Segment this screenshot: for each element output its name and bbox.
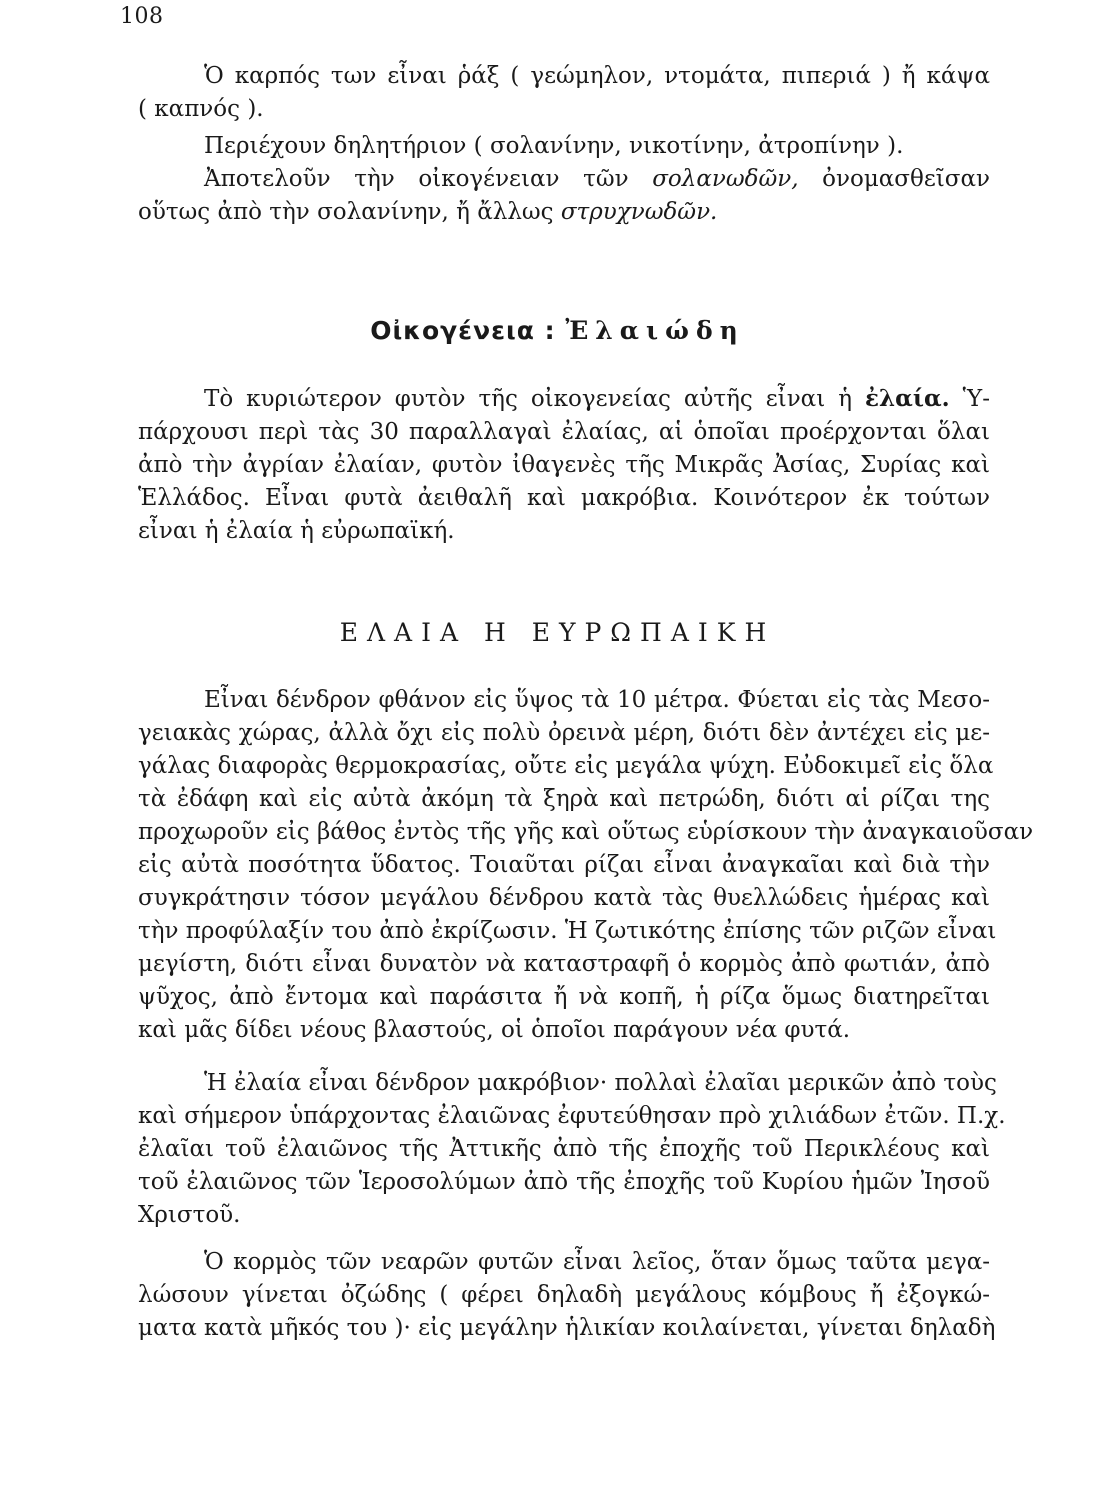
text-line: εἶναι ἡ ἐλαία ἡ εὐρωπαϊκή. — [138, 518, 455, 544]
text-line: γάλας διαφορὰς θερμοκρασίας, οὔτε εἰς μεγάλα ψύχη. Εὐδοκιμεῖ εἰς ὅλα — [138, 753, 994, 779]
family-heading — [0, 316, 1115, 345]
family-term-strychnodon: στρυχνωδῶν. — [560, 199, 718, 225]
olive-family-paragraph — [138, 382, 990, 548]
text-line: τὰ ἐδάφη καὶ εἰς αὐτὰ ἀκόμη τὰ ξηρὰ καὶ πετρώδη, διότι αἱ ρίζαι της — [138, 786, 990, 812]
description-paragraph — [138, 684, 1034, 1047]
text-line: καὶ μᾶς δίδει νέους βλαστούς, οἱ ὁποῖοι παράγουν νέα φυτά. — [138, 1017, 851, 1043]
text-line: συγκράτησιν τόσον μεγάλου δένδρου κατὰ τὰς θυελλώδεις ἡμέρας καὶ — [138, 885, 990, 911]
text-line: καὶ σήμερον ὑπάρχοντας ἐλαιῶνας ἐφυτεύθησαν πρὸ χιλιάδων ἐτῶν. Π.χ. — [138, 1103, 1006, 1129]
page-number: 108 — [120, 4, 164, 29]
text-line: ἐλαῖαι τοῦ ἐλαιῶνος τῆς Ἀττικῆς ἀπὸ τῆς ἐποχῆς τοῦ Περικλέους καὶ — [138, 1136, 990, 1162]
family-heading-label: Οἰκογένεια : — [370, 316, 556, 345]
solanaceae-paragraph — [138, 60, 990, 229]
text-line: προχωροῦν εἰς βάθος ἐντὸς τῆς γῆς καὶ οὕτως εὑρίσκουν τὴν ἀναγκαιοῦσαν — [138, 819, 1034, 845]
text-line: λώσουν γίνεται ὀζώδης ( φέρει δηλαδὴ μεγάλους κόμβους ἤ ἐξογκώ- — [138, 1282, 990, 1308]
text-line: τοῦ ἐλαιῶνος τῶν Ἱεροσολύμων ἀπὸ τῆς ἐποχῆς τοῦ Κυρίου ἡμῶν Ἰησοῦ — [138, 1169, 990, 1195]
species-heading: ΕΛΑΙΑ Η ΕΥΡΩΠΑΙΚΗ — [339, 618, 776, 647]
text-line: ψῦχος, ἀπὸ ἔντομα καὶ παράσιτα ἤ νὰ κοπῆ, ἡ ρίζα ὅμως διατηρεῖται — [138, 984, 990, 1010]
text-line: Ὁ κορμὸς τῶν νεαρῶν φυτῶν εἶναι λεῖος, ὅταν ὅμως ταῦτα μεγα- — [204, 1249, 990, 1275]
text-line: Τὸ κυριώτερον φυτὸν τῆς οἰκογενείας αὐτῆς εἶναι ἡ ἐλαία. Ὑ- — [204, 385, 991, 412]
text-line: τὴν προφύλαξίν του ἀπὸ ἐκρίζωσιν. Ἡ ζωτικότης ἐπίσης τῶν ριζῶν εἶναι — [138, 918, 997, 944]
text-line: μεγίστη, διότι εἶναι δυνατὸν νὰ καταστραφῆ ὁ κορμὸς ἀπὸ φωτιάν, ἀπὸ — [138, 951, 990, 977]
text-line: Ὁ καρπός των εἶναι ῥάξ ( γεώμηλον, ντομάτα, πιπεριά ) ἤ κάψα — [204, 63, 990, 89]
text-line: ( καπνός ). — [138, 96, 264, 122]
text-line: ματα κατὰ μῆκός του )· εἰς μεγάλην ἡλικίαν κοιλαίνεται, γίνεται δηλαδὴ — [138, 1315, 996, 1341]
text-line: γειακὰς χώρας, ἀλλὰ ὄχι εἰς πολὺ ὀρεινὰ μέρη, διότι δὲν ἀντέχει εἰς με- — [138, 720, 990, 746]
text-line: Ἑλλάδος. Εἶναι φυτὰ ἀειθαλῆ καὶ μακρόβια. Κοινότερον ἐκ τούτων — [138, 485, 990, 511]
family-term-solanodon: σολανωδῶν, — [652, 166, 799, 192]
text-line: Ἡ ἐλαία εἶναι δένδρον μακρόβιον· πολλαὶ ἐλαῖαι μερικῶν ἀπὸ τοὺς — [204, 1070, 997, 1096]
text-line: Χριστοῦ. — [138, 1202, 241, 1228]
text-line: εἰς αὐτὰ ποσότητα ὕδατος. Τοιαῦται ρίζαι εἶναι ἀναγκαῖαι καὶ διὰ τὴν — [138, 852, 990, 878]
olive-term: ἐλαία. — [865, 385, 950, 412]
text-line: Εἶναι δένδρον φθάνον εἰς ὕψος τὰ 10 μέτρα. Φύεται εἰς τὰς Μεσο- — [204, 687, 990, 713]
text-line: Ἀποτελοῦν τὴν οἰκογένειαν τῶν σολανωδῶν, ὀνομασθεῖσαν — [204, 166, 990, 192]
family-heading-name: Ἐλαιώδη — [565, 316, 745, 345]
text-line: οὕτως ἀπὸ τὴν σολανίνην, ἤ ἄλλως στρυχνωδῶν. — [138, 199, 718, 225]
text-line: ἀπὸ τὴν ἀγρίαν ἐλαίαν, φυτὸν ἰθαγενὲς τῆς Μικρᾶς Ἀσίας, Συρίας καὶ — [138, 452, 990, 478]
longevity-paragraph — [138, 1067, 1006, 1232]
trunk-paragraph — [138, 1246, 996, 1345]
text-line: πάρχουσι περὶ τὰς 30 παραλλαγαὶ ἐλαίας, αἱ ὁποῖαι προέρχονται ὅλαι — [138, 419, 990, 445]
text-line: Περιέχουν δηλητήριον ( σολανίνην, νικοτίνην, ἀτροπίνην ). — [204, 133, 904, 159]
